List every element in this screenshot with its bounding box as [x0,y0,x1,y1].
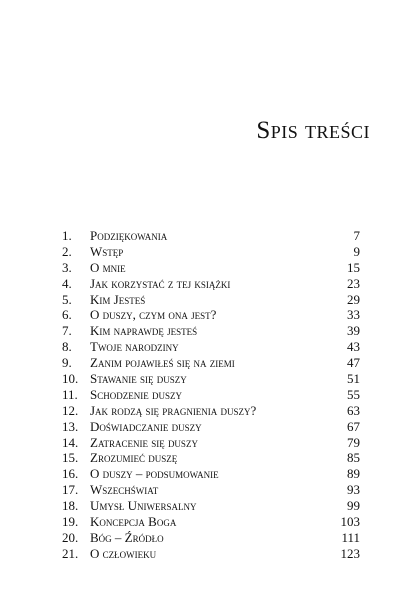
toc-entry-title: Podziękowania [90,228,168,243]
toc-entry-page-number: 55 [347,386,360,402]
toc-entry [62,466,360,482]
toc-entry [62,228,360,244]
toc-entry-number: 3. [62,259,72,275]
toc-entry-page-number: 51 [347,371,360,387]
toc-entry-title: Zatracenie się duszy [90,434,198,450]
toc-entry-title: Wszechświat [90,482,159,498]
toc-entry-page-number: 39 [347,323,360,339]
toc-entry-page-number: 33 [347,307,360,323]
toc-entry-number: 4. [62,275,72,291]
toc-entry [62,292,360,308]
toc-entry-title: Koncepcja Boga [90,514,177,530]
toc-entry [62,530,360,546]
toc-entry-page-number: 63 [347,402,360,418]
toc-entry-page-number: 79 [347,434,360,450]
toc-entry [62,419,360,435]
toc-entry [62,450,360,466]
toc-entry [62,260,360,276]
toc-entry-page-number: 47 [347,355,360,371]
toc-entry [62,482,360,498]
toc-entry-title: Schodzenie duszy [90,386,182,402]
toc-entry-page-number: 111 [341,529,360,545]
toc-entry-number: 8. [62,339,72,355]
toc-entry-title: O człowieku [90,545,157,561]
toc-entry [62,546,360,562]
toc-entry [62,387,360,403]
toc-entry-number: 16. [62,466,79,482]
toc-entry-page-number: 93 [347,482,360,498]
toc-entry-number: 13. [62,418,79,434]
toc-entry [62,403,360,419]
toc-list [62,228,360,562]
toc-entry-number: 1. [62,228,72,243]
toc-entry-title: Kim Jesteś [90,291,146,307]
toc-entry-page-number: 85 [347,450,360,466]
toc-entry [62,498,360,514]
toc-entry-title: O duszy, czym ona jest? [90,307,217,323]
toc-entry-page-number: 43 [347,339,360,355]
toc-entry-page-number: 15 [347,259,360,275]
toc-entry-title: Zanim pojawiłeś się na ziemi [90,355,235,371]
toc-entry-title: Stawanie się duszy [90,371,187,387]
toc-entry-title: Jak rodzą się pragnienia duszy? [90,402,257,418]
toc-entry-page-number: 7 [353,228,360,243]
toc-entry-title: Doświadczanie duszy [90,418,202,434]
toc-entry-number: 6. [62,307,72,323]
toc-entry-number: 20. [62,529,79,545]
toc-entry [62,307,360,323]
toc-entry-page-number: 89 [347,466,360,482]
toc-entry [62,323,360,339]
toc-entry-number: 17. [62,482,79,498]
toc-entry [62,276,360,292]
toc-entry-title: O duszy – podsumowanie [90,466,219,482]
toc-entry-number: 11. [62,386,78,402]
toc-entry-title: Umysł Uniwersalny [90,498,197,514]
toc-entry-number: 14. [62,434,79,450]
toc-entry-number: 15. [62,450,79,466]
toc-entry-title: Bóg – Źródło [90,529,164,545]
toc-entry-number: 9. [62,355,72,371]
toc-entry-page-number: 23 [347,275,360,291]
toc-entry-number: 5. [62,291,72,307]
toc-entry-page-number: 67 [347,418,360,434]
toc-entry-title: Twoje narodziny [90,339,179,355]
toc-entry-page-number: 29 [347,291,360,307]
toc-entry [62,355,360,371]
toc-entry-number: 7. [62,323,72,339]
toc-entry [62,435,360,451]
toc-entry-number: 10. [62,371,79,387]
toc-entry-page-number: 103 [340,514,360,530]
toc-entry-number: 21. [62,545,79,561]
toc-entry-number: 12. [62,402,79,418]
toc-entry-number: 19. [62,514,79,530]
toc-entry [62,514,360,530]
toc-entry [62,339,360,355]
toc-entry-title: Kim naprawdę jesteś [90,323,198,339]
toc-entry-number: 18. [62,498,79,514]
toc-entry-page-number: 99 [347,498,360,514]
toc-entry [62,244,360,260]
toc-entry-page-number: 123 [340,545,360,561]
toc-entry-title: Zrozumieć duszę [90,450,178,466]
toc-entry-title: Wstęp [90,243,124,259]
toc-entry-title: Jak korzystać z tej książki [90,275,231,291]
page-title: Spis treści [256,117,370,144]
toc-entry-title: O mnie [90,259,126,275]
toc-entry [62,371,360,387]
toc-entry-page-number: 9 [353,243,360,259]
toc-entry-number: 2. [62,243,72,259]
